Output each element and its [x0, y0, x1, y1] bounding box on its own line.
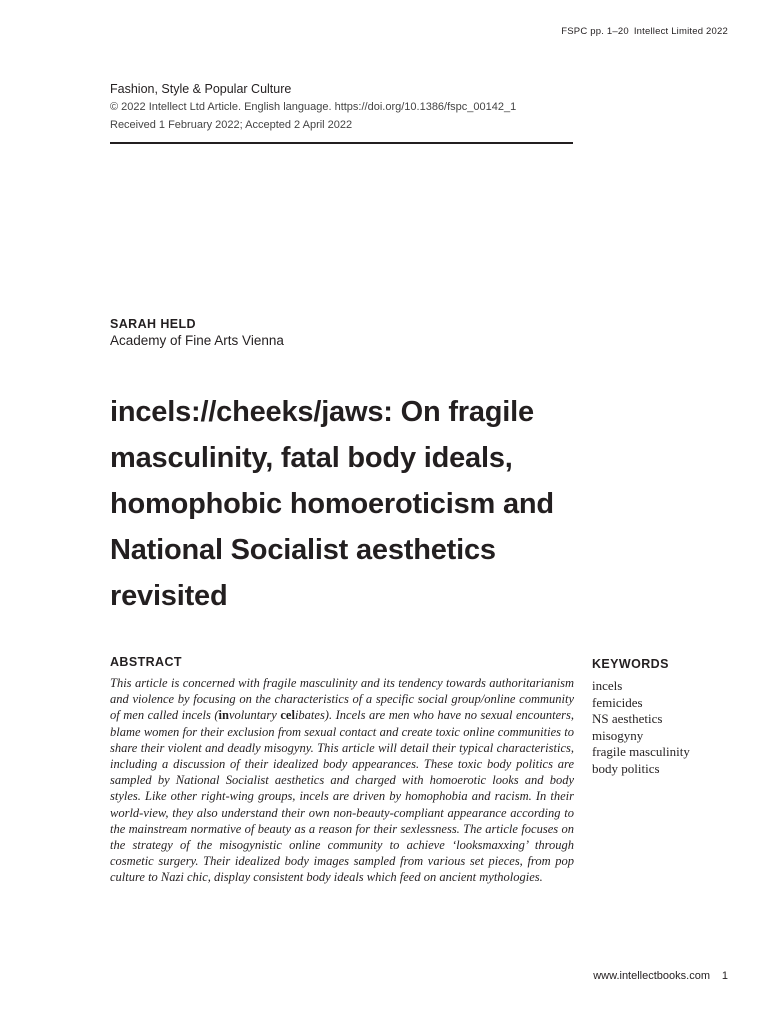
journal-title: Fashion, Style & Popular Culture [110, 82, 292, 96]
abstract-bold-cel: cel [280, 708, 295, 723]
footer-url: www.intellectbooks.com [593, 970, 710, 982]
keyword-item: fragile masculinity [592, 744, 690, 759]
abstract-bold-in: in [218, 708, 229, 723]
keyword-item: NS aesthetics [592, 711, 663, 726]
keyword-item: misogyny [592, 727, 644, 743]
copyright-line: © 2022 Intellect Ltd Article. English language. https://doi.org/10.1386/fspc_00142_1 [110, 101, 517, 113]
article-title: incels://cheeks/jaws: On fragile masculinity, fatal body ideals, homophobic homoeroticism and National Socialist aesthetics revisited [110, 396, 554, 612]
keyword-item: body politics [592, 760, 660, 776]
keywords-list [592, 678, 690, 777]
keywords-heading: KEYWORDS [592, 657, 669, 671]
journal-info [110, 81, 573, 144]
received-accepted-dates: Received 1 February 2022; Accepted 2 April 2022 [110, 119, 353, 131]
abstract-text-part: voluntary [228, 708, 281, 723]
journal-code: FSPC pp. 1–20 [561, 26, 629, 37]
keyword-item: femicides [592, 694, 643, 710]
keyword-item: incels [592, 678, 623, 693]
running-head [561, 26, 728, 37]
author-affiliation: Academy of Fine Arts Vienna [110, 333, 284, 348]
abstract-heading: ABSTRACT [110, 655, 182, 669]
author-block [110, 316, 284, 350]
abstract-text [110, 675, 574, 886]
publisher-notice: Intellect Limited 2022 [633, 26, 728, 37]
abstract-text-part: This article is concerned with fragile masculinity and its tendency towards authoritarianism and violence by focusing on the characteristics of a specific social group/online community of men called incels ( [110, 676, 574, 723]
author-name: SARAH HELD [110, 317, 196, 331]
page-number: 1 [721, 970, 728, 982]
abstract-text-part: ibates). Incels are men who have no sexual encounters, blame women for their exclusion from sexual contact and create toxic online communities to share their violent and deadly misogyny. This article will detail their typical characteristics, including a discussion of their idealized body appearances. These toxic body politics are sampled by National Socialist aesthetics and charged with homoerotic looks and body styles. Like other right-wing groups, incels are driven by homophobia and racism. In their world-view, they also understand their own non-beauty-compliant appearance according to the mainstream normative of beauty as a reason for their sexlessness. The article focuses on the strategy of the misogynistic online community to achieve ‘looksmaxxing’ through cosmetic surgery. Their idealized body images sampled from various set pieces, from pop culture to Nazi chic, display consistent body ideals which feed on ancient mythologies. [110, 708, 574, 885]
